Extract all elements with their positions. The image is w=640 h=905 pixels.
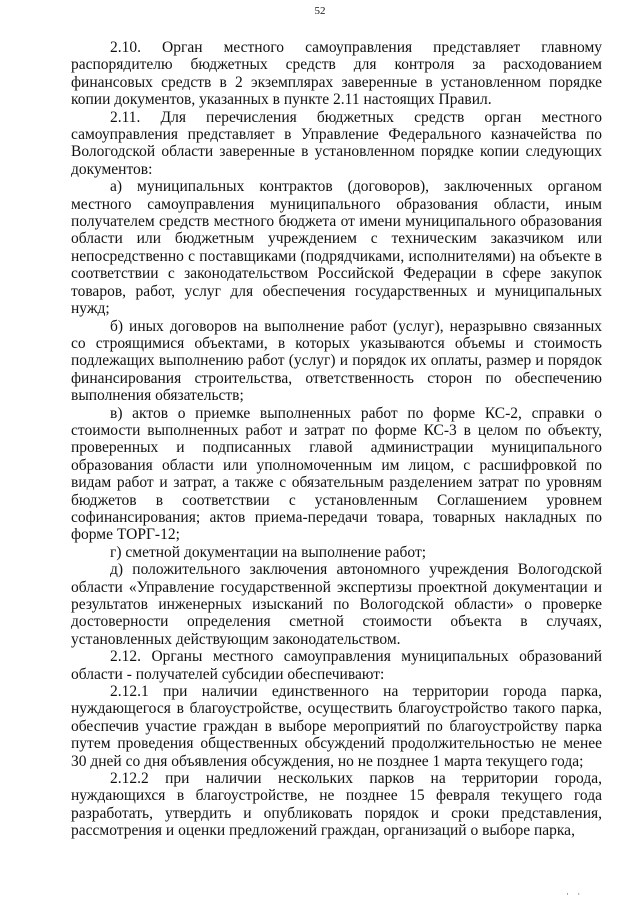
paragraph-2-12-2: 2.12.2 при наличии нескольких парков на территории города, нуждающихся в благоустройстве, не позднее 15 февраля текущего года разработать, утвердить и опубликовать порядок и сроки представления, рассмотрения и оценки предложений граждан, организаций о выборе парка,: [71, 770, 602, 840]
paragraph-2-11: 2.11. Для перечисления бюджетных средств орган местного самоуправления представляет в Управление Федерального казначейства по Вологодской области заверенные в установленном порядке копии следующих документов:: [71, 108, 602, 178]
paragraph-2-11-a: а) муниципальных контрактов (договоров), заключенных органом местного самоуправления муниципального образования области, иным получателем средств местного бюджета от имени муниципального образования области или бюджетным учреждением с техническим заказчиком или непосредственно с поставщиками (подрядчиками, исполнителями) на объекте в соответствии с законодательством Российской Федерации в сфере закупок товаров, работ, услуг для обеспечения государственных и муниципальных нужд;: [71, 178, 602, 318]
paragraph-2-11-d: д) положительного заключения автономного учреждения Вологодской области «Управление государственной экспертизы проектной документации и результатов инженерных изысканий по Вологодской области» о проверке достоверности определения сметной стоимости объекта в случаях, установленных действующим законодательством.: [71, 561, 602, 648]
paragraph-2-11-g: г) сметной документации на выполнение работ;: [110, 543, 427, 561]
page-number: 52: [314, 5, 326, 17]
paragraph-2-11-v: в) актов о приемке выполненных работ по форме КС-2, справки о стоимости выполненных работ и затрат по форме КС-3 в целом по объекту, проверенных и подписанных главой администрации муниципального образования области или уполномоченным им лицом, с расшифровкой по видам работ и затрат, а также с обязательным разделением затрат по уровням бюджетов в соответствии с установленным Соглашением уровнем софинансирования; актов приема-передачи товара, товарных накладных по форме ТОРГ-12;: [71, 404, 602, 544]
document-body: [71, 39, 602, 840]
paragraph-2-10: 2.10. Орган местного самоуправления представляет главному распорядителю бюджетных средств для контроля за расходованием финансовых средств в 2 экземплярах заверенные в установленном порядке копии документов, указанных в пункте 2.11 настоящих Правил.: [71, 39, 602, 109]
paragraph-2-12-1: 2.12.1 при наличии единственного на территории города парка, нуждающегося в благоустройстве, осуществить благоустройство такого парка, обеспечив участие граждан в выборе мероприятий по благоустройству парка путем проведения общественных обсуждений продолжительностью не менее 30 дней со дня объявления обсуждения, но не позднее 1 марта текущего года;: [71, 683, 602, 770]
paragraph-2-12: 2.12. Органы местного самоуправления муниципальных образований области - получателей субсидии обеспечивают:: [71, 648, 602, 683]
paragraph-2-11-b: б) иных договоров на выполнение работ (услуг), неразрывно связанных со строящимися объектами, в которых указываются объемы и стоимость подлежащих выполнению работ (услуг) и порядок их оплаты, размер и порядок финансирования строительства, ответственность сторон по обеспечению выполнения обязательств;: [71, 317, 602, 405]
scan-mark-dots: · ·: [566, 889, 584, 899]
